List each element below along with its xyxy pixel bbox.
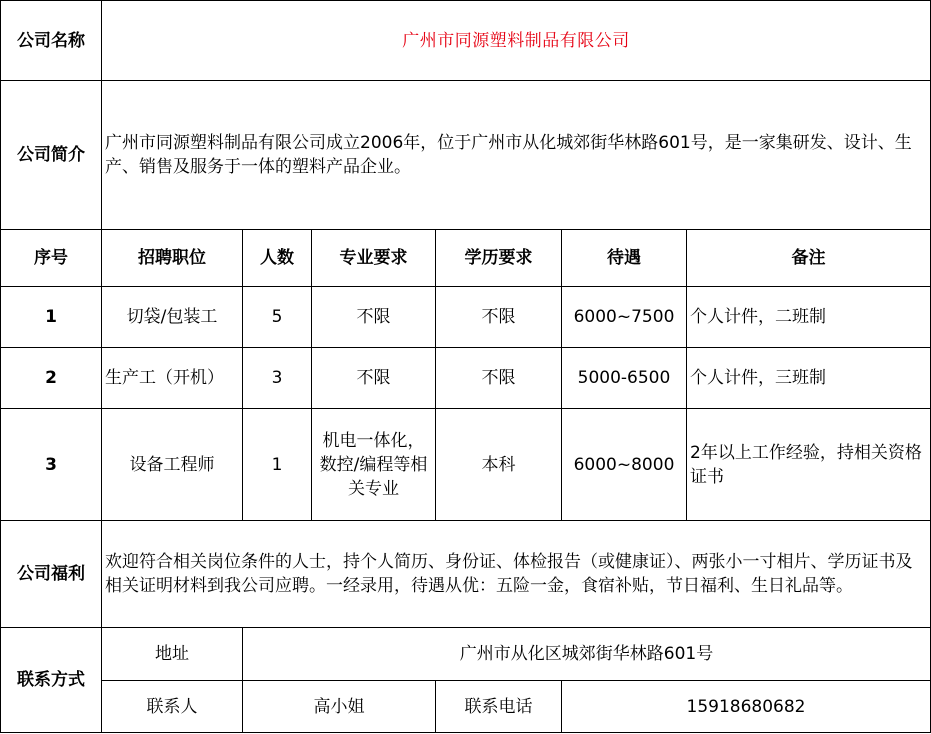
job-no: 2: [1, 348, 102, 409]
contact-person-row: [1, 681, 931, 733]
benefits-text: 欢迎符合相关岗位条件的人士，持个人简历、身份证、体检报告（或健康证）、两张小一寸相片、学历证书及相关证明材料到我公司应聘。一经录用，待遇从优：五险一金，食宿补贴，节日福利、生日礼品等。: [102, 521, 931, 628]
job-education: 不限: [436, 287, 562, 348]
job-major: 不限: [312, 348, 436, 409]
job-salary: 5000-6500: [562, 348, 687, 409]
job-row: [1, 287, 931, 348]
contact-person-label: 联系人: [102, 681, 243, 733]
job-position: 设备工程师: [102, 409, 243, 521]
job-count: 5: [243, 287, 312, 348]
contact-address-row: [1, 628, 931, 681]
jobs-header-row: [1, 230, 931, 287]
header-no: 序号: [1, 230, 102, 287]
job-salary: 6000~8000: [562, 409, 687, 521]
company-intro-text: 广州市同源塑料制品有限公司成立2006年，位于广州市从化城郊街华林路601号，是一家集研发、设计、生产、销售及服务于一体的塑料产品企业。: [102, 81, 931, 230]
company-name-label: 公司名称: [1, 1, 102, 81]
header-education: 学历要求: [436, 230, 562, 287]
job-count: 3: [243, 348, 312, 409]
contact-label: 联系方式: [1, 628, 102, 733]
job-remarks: 个人计件，三班制: [687, 348, 931, 409]
header-position: 招聘职位: [102, 230, 243, 287]
job-major: 机电一体化，数控/编程等相关专业: [312, 409, 436, 521]
job-education: 不限: [436, 348, 562, 409]
job-education: 本科: [436, 409, 562, 521]
job-remarks: 个人计件，二班制: [687, 287, 931, 348]
address-value: 广州市从化区城郊街华林路601号: [243, 628, 931, 681]
benefits-row: [1, 521, 931, 628]
address-label: 地址: [102, 628, 243, 681]
phone-value: 15918680682: [562, 681, 931, 733]
job-count: 1: [243, 409, 312, 521]
job-row: [1, 409, 931, 521]
job-position: 生产工（开机）: [102, 348, 243, 409]
company-intro-row: [1, 81, 931, 230]
header-remarks: 备注: [687, 230, 931, 287]
company-name-value: 广州市同源塑料制品有限公司: [102, 1, 931, 81]
company-intro-label: 公司简介: [1, 81, 102, 230]
job-remarks: 2年以上工作经验，持相关资格证书: [687, 409, 931, 521]
company-name-row: [1, 1, 931, 81]
header-count: 人数: [243, 230, 312, 287]
job-no: 1: [1, 287, 102, 348]
header-major: 专业要求: [312, 230, 436, 287]
benefits-label: 公司福利: [1, 521, 102, 628]
job-major: 不限: [312, 287, 436, 348]
job-salary: 6000~7500: [562, 287, 687, 348]
job-row: [1, 348, 931, 409]
header-salary: 待遇: [562, 230, 687, 287]
job-position: 切袋/包装工: [102, 287, 243, 348]
phone-label: 联系电话: [436, 681, 562, 733]
contact-person-value: 高小姐: [243, 681, 436, 733]
job-no: 3: [1, 409, 102, 521]
